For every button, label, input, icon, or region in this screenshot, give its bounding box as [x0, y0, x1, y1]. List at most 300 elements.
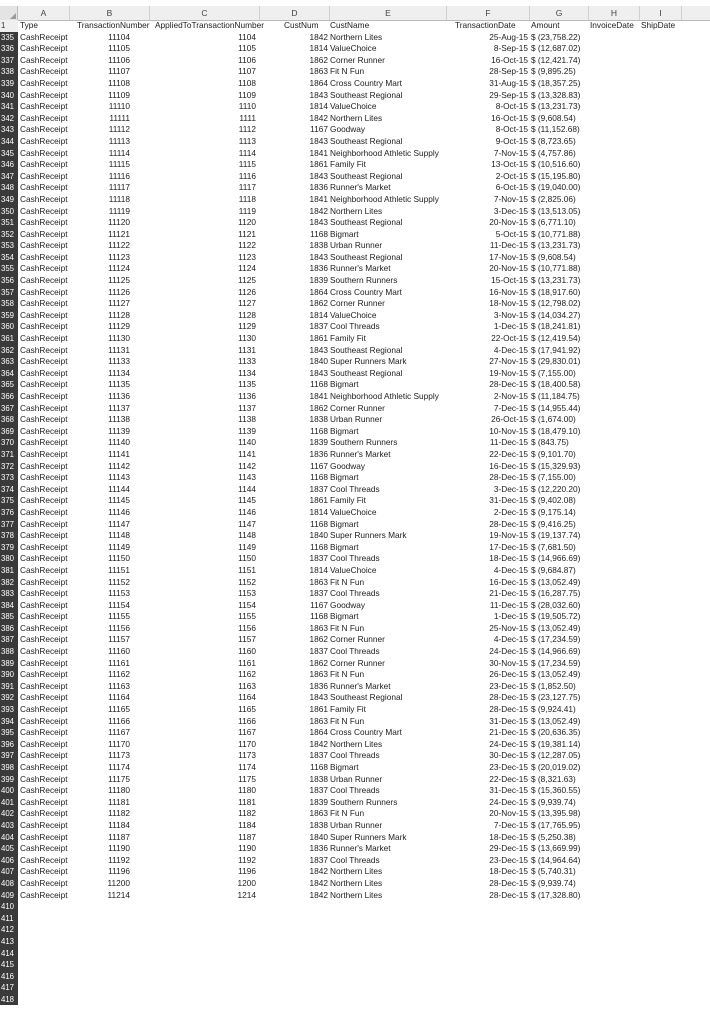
cell-transaction-number[interactable]: 11138 [108, 414, 130, 425]
cell-amount[interactable]: $ (9,939.74) [531, 877, 576, 888]
row-number[interactable]: 360 [0, 321, 18, 333]
cell-custname[interactable]: ValueChoice [330, 43, 377, 54]
cell-transaction-date[interactable]: 31-Dec-15 [489, 495, 528, 506]
row-number[interactable]: 374 [0, 484, 18, 496]
cell-transaction-date[interactable]: 6-Oct-15 [495, 182, 528, 193]
cell-amount[interactable]: $ (9,924.41) [531, 704, 576, 715]
cell-type[interactable]: CashReceipt [20, 159, 68, 170]
cell-custname[interactable]: Bigmart [330, 541, 359, 552]
row-number[interactable]: 368 [0, 414, 18, 426]
cell-transaction-number[interactable]: 11163 [108, 680, 130, 691]
cell-custname[interactable]: Runner's Market [330, 843, 391, 854]
cell-applied-to[interactable]: 1214 [237, 889, 256, 900]
cell-applied-to[interactable]: 1134 [238, 367, 256, 378]
cell-custname[interactable]: Cool Threads [330, 483, 380, 494]
cell-applied-to[interactable]: 1108 [238, 77, 256, 88]
cell-type[interactable]: CashReceipt [20, 495, 68, 506]
cell-transaction-number[interactable]: 11200 [107, 877, 130, 888]
cell-applied-to[interactable]: 1118 [238, 193, 256, 204]
cell-transaction-number[interactable]: 11106 [108, 54, 130, 65]
cell-transaction-number[interactable]: 11130 [108, 333, 130, 344]
row-number[interactable]: 383 [0, 588, 18, 600]
cell-transaction-number[interactable]: 11126 [108, 286, 130, 297]
cell-type[interactable]: CashReceipt [20, 367, 68, 378]
cell-amount[interactable]: $ (9,416.25) [531, 518, 576, 529]
cell-custnum[interactable]: 1842 [309, 112, 328, 123]
cell-applied-to[interactable]: 1139 [238, 425, 256, 436]
cell-custname[interactable]: Neighborhood Athletic Supply [330, 147, 439, 158]
row-number[interactable]: 408 [0, 878, 18, 890]
cell-transaction-date[interactable]: 4-Dec-15 [493, 634, 528, 645]
row-number[interactable]: 412 [0, 924, 18, 936]
cell-custnum[interactable]: 1168 [310, 472, 328, 483]
cell-amount[interactable]: $ (13,328.83) [531, 89, 581, 100]
cell-applied-to[interactable]: 1147 [238, 518, 256, 529]
cell-custname[interactable]: Bigmart [330, 518, 359, 529]
cell-custname[interactable]: Corner Runner [330, 54, 385, 65]
cell-transaction-number[interactable]: 11174 [108, 762, 130, 772]
cell-type[interactable]: CashReceipt [20, 611, 68, 622]
cell-custnum[interactable]: 1837 [309, 646, 328, 657]
cell-transaction-date[interactable]: 1-Dec-15 [493, 321, 528, 332]
cell-applied-to[interactable]: 1150 [238, 553, 256, 564]
cell-custnum[interactable]: 1842 [309, 877, 328, 888]
cell-amount[interactable]: $ (13,231.73) [531, 275, 581, 286]
cell-applied-to[interactable]: 1148 [238, 530, 256, 541]
cell-applied-to[interactable]: 1138 [238, 414, 256, 425]
cell-transaction-number[interactable]: 11140 [108, 437, 130, 448]
cell-applied-to[interactable]: 1182 [238, 808, 256, 819]
cell-transaction-number[interactable]: 11181 [108, 796, 130, 807]
cell-amount[interactable]: $ (9,101.70) [531, 448, 576, 459]
cell-custnum[interactable]: 1861 [309, 704, 328, 715]
cell-transaction-date[interactable]: 15-Oct-15 [491, 275, 528, 286]
cell-applied-to[interactable]: 1125 [238, 275, 256, 286]
cell-transaction-date[interactable]: 28-Sep-15 [489, 66, 528, 77]
cell-type[interactable]: CashReceipt [20, 715, 68, 726]
cell-type[interactable]: CashReceipt [20, 483, 68, 494]
row-number[interactable]: 339 [0, 78, 18, 90]
cell-transaction-date[interactable]: 23-Dec-15 [489, 680, 528, 691]
cell-applied-to[interactable]: 1135 [238, 379, 256, 390]
cell-type[interactable]: CashReceipt [20, 680, 68, 691]
cell-custname[interactable]: Fit N Fun [330, 66, 365, 77]
cell-applied-to[interactable]: 1112 [238, 124, 256, 135]
cell-transaction-number[interactable]: 11112 [108, 124, 130, 135]
cell-amount[interactable]: $ (19,040.00) [531, 182, 581, 193]
cell-transaction-date[interactable]: 28-Dec-15 [489, 472, 528, 483]
cell-applied-to[interactable]: 1144 [238, 483, 256, 494]
cell-type[interactable]: CashReceipt [20, 692, 68, 703]
cell-type[interactable]: CashReceipt [20, 286, 68, 297]
cell-type[interactable]: CashReceipt [20, 889, 68, 900]
cell-custnum[interactable]: 1862 [309, 657, 328, 668]
cell-type[interactable]: CashReceipt [20, 866, 68, 877]
cell-transaction-date[interactable]: 2-Oct-15 [495, 170, 528, 181]
row-number[interactable]: 354 [0, 252, 18, 264]
cell-applied-to[interactable]: 1130 [238, 333, 256, 344]
cell-custname[interactable]: Southeast Regional [330, 344, 403, 355]
cell-custnum[interactable]: 1168 [310, 518, 328, 529]
cell-applied-to[interactable]: 1161 [238, 657, 256, 668]
cell-amount[interactable]: $ (17,328.80) [531, 889, 581, 900]
cell-type[interactable]: CashReceipt [20, 634, 68, 645]
row-number[interactable]: 349 [0, 194, 18, 206]
cell-transaction-number[interactable]: 11190 [108, 843, 130, 854]
cell-transaction-number[interactable]: 11151 [108, 564, 130, 575]
cell-transaction-number[interactable]: 11170 [108, 738, 130, 749]
cell-amount[interactable]: $ (9,684.87) [531, 564, 576, 575]
cell-custnum[interactable]: 1864 [309, 286, 328, 297]
cell-type[interactable]: CashReceipt [20, 298, 68, 309]
cell-transaction-number[interactable]: 11109 [108, 89, 130, 100]
cell-custnum[interactable]: 1843 [309, 170, 328, 181]
cell-custname[interactable]: Bigmart [330, 611, 359, 622]
cell-transaction-number[interactable]: 11128 [108, 309, 130, 320]
header-invoice-date[interactable]: InvoiceDate [590, 20, 634, 30]
header-transaction-number[interactable]: TransactionNumber [77, 20, 150, 30]
cell-custnum[interactable]: 1861 [309, 495, 328, 506]
cell-type[interactable]: CashReceipt [20, 333, 68, 344]
cell-transaction-number[interactable]: 11153 [108, 588, 130, 599]
cell-transaction-date[interactable]: 1-Dec-15 [493, 611, 528, 622]
cell-applied-to[interactable]: 1113 [238, 135, 256, 146]
cell-type[interactable]: CashReceipt [20, 854, 68, 865]
cell-applied-to[interactable]: 1200 [237, 877, 256, 888]
cell-type[interactable]: CashReceipt [20, 391, 68, 401]
cell-custnum[interactable]: 1842 [309, 738, 328, 749]
cell-transaction-number[interactable]: 11165 [108, 704, 130, 715]
cell-amount[interactable]: $ (29,830.01) [531, 356, 581, 367]
cell-applied-to[interactable]: 1166 [238, 715, 256, 726]
cell-transaction-date[interactable]: 31-Dec-15 [489, 715, 528, 726]
cell-transaction-number[interactable]: 11187 [108, 831, 130, 842]
cell-custnum[interactable]: 1838 [309, 414, 328, 425]
cell-transaction-number[interactable]: 11108 [108, 77, 130, 88]
cell-type[interactable]: CashReceipt [20, 275, 68, 286]
cell-amount[interactable]: $ (4,757.86) [531, 147, 576, 158]
cell-transaction-date[interactable]: 26-Oct-15 [491, 414, 528, 425]
cell-transaction-number[interactable]: 11214 [107, 889, 130, 900]
cell-transaction-date[interactable]: 28-Dec-15 [489, 877, 528, 888]
cell-transaction-date[interactable]: 2-Dec-15 [493, 506, 528, 517]
cell-amount[interactable]: $ (17,234.59) [531, 634, 581, 645]
cell-custname[interactable]: Fit N Fun [330, 622, 365, 633]
cell-custnum[interactable]: 1843 [309, 217, 328, 228]
cell-custname[interactable]: Runner's Market [330, 182, 391, 193]
cell-custname[interactable]: Cool Threads [330, 321, 380, 332]
cell-applied-to[interactable]: 1123 [238, 251, 256, 262]
cell-type[interactable]: CashReceipt [20, 66, 68, 77]
column-header-e[interactable]: E [330, 6, 447, 20]
cell-custname[interactable]: Southern Runners [330, 437, 398, 448]
cell-transaction-number[interactable]: 11116 [108, 170, 130, 181]
cell-applied-to[interactable]: 1174 [238, 762, 256, 772]
cell-transaction-date[interactable]: 30-Dec-15 [489, 750, 528, 761]
cell-applied-to[interactable]: 1167 [238, 727, 256, 738]
cell-transaction-date[interactable]: 21-Dec-15 [489, 727, 528, 738]
cell-transaction-date[interactable]: 3-Dec-15 [493, 483, 528, 494]
cell-transaction-number[interactable]: 11162 [108, 669, 130, 680]
cell-applied-to[interactable]: 1140 [238, 437, 256, 448]
cell-custnum[interactable]: 1841 [309, 391, 328, 401]
cell-transaction-date[interactable]: 3-Nov-15 [493, 309, 528, 320]
cell-custname[interactable]: Corner Runner [330, 298, 385, 309]
cell-type[interactable]: CashReceipt [20, 657, 68, 668]
cell-type[interactable]: CashReceipt [20, 240, 68, 251]
cell-custnum[interactable]: 1168 [310, 379, 328, 390]
cell-amount[interactable]: $ (13,052.49) [531, 715, 581, 726]
row-number[interactable]: 356 [0, 275, 18, 287]
cell-transaction-number[interactable]: 11173 [108, 750, 130, 761]
row-number[interactable]: 407 [0, 866, 18, 878]
row-number[interactable]: 378 [0, 530, 18, 542]
cell-amount[interactable]: $ (15,329.93) [531, 460, 581, 471]
cell-custname[interactable]: Fit N Fun [330, 808, 365, 819]
cell-transaction-date[interactable]: 28-Dec-15 [489, 704, 528, 715]
cell-amount[interactable]: $ (6,771.10) [531, 217, 576, 228]
cell-transaction-date[interactable]: 19-Nov-15 [489, 367, 528, 378]
cell-transaction-number[interactable]: 11124 [108, 263, 130, 274]
cell-applied-to[interactable]: 1165 [238, 704, 256, 715]
cell-custname[interactable]: Runner's Market [330, 680, 391, 691]
cell-custname[interactable]: Neighborhood Athletic Supply [330, 193, 439, 204]
cell-amount[interactable]: $ (13,231.73) [531, 101, 581, 112]
cell-type[interactable]: CashReceipt [20, 808, 68, 819]
cell-transaction-number[interactable]: 11166 [108, 715, 130, 726]
cell-type[interactable]: CashReceipt [20, 553, 68, 564]
cell-applied-to[interactable]: 1122 [238, 240, 256, 251]
cell-transaction-number[interactable]: 11148 [108, 530, 130, 541]
cell-transaction-number[interactable]: 11144 [108, 483, 130, 494]
cell-amount[interactable]: $ (12,421.74) [531, 54, 581, 65]
cell-transaction-number[interactable]: 11125 [108, 275, 130, 286]
cell-transaction-date[interactable]: 16-Dec-15 [489, 460, 528, 471]
cell-type[interactable]: CashReceipt [20, 43, 68, 54]
cell-transaction-date[interactable]: 18-Dec-15 [489, 866, 528, 877]
cell-custnum[interactable]: 1167 [310, 460, 328, 471]
cell-type[interactable]: CashReceipt [20, 472, 68, 483]
cell-transaction-number[interactable]: 11152 [108, 576, 130, 587]
row-number[interactable]: 393 [0, 704, 18, 716]
cell-transaction-date[interactable]: 28-Dec-15 [489, 379, 528, 390]
cell-custname[interactable]: Cool Threads [330, 553, 380, 564]
cell-type[interactable]: CashReceipt [20, 54, 68, 65]
header-type[interactable]: Type [20, 20, 38, 30]
cell-type[interactable]: CashReceipt [20, 796, 68, 807]
cell-custnum[interactable]: 1843 [309, 251, 328, 262]
row-number[interactable]: 369 [0, 426, 18, 438]
cell-transaction-date[interactable]: 2-Nov-15 [493, 391, 528, 401]
cell-applied-to[interactable]: 1127 [238, 298, 256, 309]
cell-custnum[interactable]: 1838 [309, 240, 328, 251]
cell-transaction-date[interactable]: 3-Dec-15 [493, 205, 528, 216]
cell-amount[interactable]: $ (18,479.10) [531, 425, 581, 436]
cell-custname[interactable]: Bigmart [330, 762, 359, 772]
cell-amount[interactable]: $ (9,608.54) [531, 251, 576, 262]
cell-custname[interactable]: Southeast Regional [330, 367, 403, 378]
cell-type[interactable]: CashReceipt [20, 448, 68, 459]
cell-amount[interactable]: $ (9,402.08) [531, 495, 576, 506]
header-custnum[interactable]: CustNum [284, 20, 319, 30]
cell-transaction-number[interactable]: 11141 [108, 448, 130, 459]
cell-custnum[interactable]: 1168 [310, 228, 328, 239]
cell-amount[interactable]: $ (20,019.02) [531, 762, 581, 772]
cell-type[interactable]: CashReceipt [20, 205, 68, 216]
cell-type[interactable]: CashReceipt [20, 530, 68, 541]
cell-type[interactable]: CashReceipt [20, 518, 68, 529]
cell-transaction-date[interactable]: 16-Oct-15 [491, 112, 528, 123]
cell-transaction-date[interactable]: 5-Oct-15 [495, 228, 528, 239]
row-number[interactable]: 357 [0, 287, 18, 299]
cell-transaction-date[interactable]: 28-Dec-15 [489, 692, 528, 703]
cell-type[interactable]: CashReceipt [20, 425, 68, 436]
row-number[interactable]: 367 [0, 403, 18, 415]
cell-custname[interactable]: Southeast Regional [330, 692, 403, 703]
row-number[interactable]: 399 [0, 774, 18, 786]
cell-applied-to[interactable]: 1114 [238, 147, 256, 158]
row-number[interactable]: 401 [0, 797, 18, 809]
row-number[interactable]: 414 [0, 948, 18, 960]
cell-transaction-date[interactable]: 26-Dec-15 [489, 669, 528, 680]
cell-transaction-number[interactable]: 11142 [108, 460, 130, 471]
cell-transaction-number[interactable]: 11192 [108, 854, 130, 865]
cell-custnum[interactable]: 1861 [309, 333, 328, 344]
cell-amount[interactable]: $ (12,287.05) [531, 750, 581, 761]
column-header-g[interactable]: G [530, 6, 589, 20]
cell-amount[interactable]: $ (2,825.06) [531, 193, 576, 204]
cell-applied-to[interactable]: 1141 [238, 448, 256, 459]
column-header-h[interactable]: H [589, 6, 640, 20]
cell-custname[interactable]: Southeast Regional [330, 217, 403, 228]
cell-amount[interactable]: $ (17,234.59) [531, 657, 581, 668]
row-number[interactable]: 348 [0, 182, 18, 194]
cell-custname[interactable]: Goodway [330, 460, 366, 471]
cell-custnum[interactable]: 1168 [310, 541, 328, 552]
cell-applied-to[interactable]: 1110 [238, 101, 256, 112]
cell-amount[interactable]: $ (12,687.02) [531, 43, 581, 54]
cell-transaction-date[interactable]: 28-Dec-15 [489, 889, 528, 900]
cell-transaction-number[interactable]: 11154 [108, 599, 130, 610]
cell-transaction-date[interactable]: 11-Dec-15 [489, 240, 528, 251]
cell-amount[interactable]: $ (17,765.95) [531, 819, 581, 830]
cell-applied-to[interactable]: 1157 [238, 634, 256, 645]
row-number[interactable]: 384 [0, 600, 18, 612]
cell-type[interactable]: CashReceipt [20, 31, 68, 42]
cell-custnum[interactable]: 1839 [309, 796, 328, 807]
cell-custnum[interactable]: 1814 [309, 564, 328, 575]
cell-applied-to[interactable]: 1133 [238, 356, 256, 367]
cell-amount[interactable]: $ (5,250.38) [531, 831, 576, 842]
cell-custnum[interactable]: 1863 [309, 715, 328, 726]
cell-custnum[interactable]: 1862 [309, 402, 328, 413]
cell-type[interactable]: CashReceipt [20, 877, 68, 888]
cell-custnum[interactable]: 1842 [309, 866, 328, 877]
cell-transaction-date[interactable]: 30-Nov-15 [489, 657, 528, 668]
row-number[interactable]: 395 [0, 727, 18, 739]
cell-applied-to[interactable]: 1129 [238, 321, 256, 332]
cell-transaction-date[interactable]: 21-Dec-15 [489, 588, 528, 599]
cell-transaction-number[interactable]: 11117 [108, 182, 130, 193]
cell-custname[interactable]: Super Runners Mark [330, 530, 407, 541]
cell-transaction-number[interactable]: 11150 [108, 553, 130, 564]
cell-type[interactable]: CashReceipt [20, 622, 68, 633]
cell-applied-to[interactable]: 1151 [238, 564, 256, 575]
row-number[interactable]: 397 [0, 750, 18, 762]
cell-applied-to[interactable]: 1154 [238, 599, 256, 610]
cell-applied-to[interactable]: 1126 [238, 286, 256, 297]
cell-custnum[interactable]: 1814 [309, 506, 328, 517]
cell-type[interactable]: CashReceipt [20, 646, 68, 657]
row-number[interactable]: 405 [0, 843, 18, 855]
cell-custname[interactable]: Southern Runners [330, 275, 398, 286]
row-number[interactable]: 389 [0, 658, 18, 670]
cell-amount[interactable]: $ (16,287.75) [531, 588, 581, 599]
cell-custname[interactable]: Cool Threads [330, 785, 380, 796]
cell-transaction-number[interactable]: 11127 [108, 298, 130, 309]
cell-custnum[interactable]: 1837 [309, 483, 328, 494]
cell-custnum[interactable]: 1864 [309, 727, 328, 738]
cell-applied-to[interactable]: 1149 [238, 541, 256, 552]
cell-transaction-date[interactable]: 7-Dec-15 [493, 402, 528, 413]
cell-custname[interactable]: Urban Runner [330, 240, 383, 251]
row-number[interactable]: 376 [0, 507, 18, 519]
cell-custnum[interactable]: 1843 [309, 135, 328, 146]
cell-transaction-number[interactable]: 11155 [108, 611, 130, 622]
cell-custname[interactable]: Fit N Fun [330, 576, 365, 587]
row-number[interactable]: 370 [0, 437, 18, 449]
column-header-b[interactable]: B [70, 6, 150, 20]
cell-applied-to[interactable]: 1196 [238, 866, 256, 877]
cell-custname[interactable]: Runner's Market [330, 263, 391, 274]
cell-transaction-number[interactable]: 11110 [108, 101, 130, 112]
cell-applied-to[interactable]: 1181 [238, 796, 256, 807]
cell-applied-to[interactable]: 1119 [238, 205, 256, 216]
cell-applied-to[interactable]: 1111 [239, 112, 256, 123]
cell-custnum[interactable]: 1862 [309, 634, 328, 645]
cell-transaction-number[interactable]: 11123 [108, 251, 130, 262]
cell-custname[interactable]: Bigmart [330, 425, 359, 436]
cell-custname[interactable]: Super Runners Mark [330, 356, 407, 367]
cell-transaction-date[interactable]: 20-Nov-15 [489, 263, 528, 274]
row-number[interactable]: 364 [0, 368, 18, 380]
cell-custnum[interactable]: 1840 [309, 356, 328, 367]
column-header-d[interactable]: D [260, 6, 330, 20]
cell-custnum[interactable]: 1838 [309, 819, 328, 830]
cell-type[interactable]: CashReceipt [20, 135, 68, 146]
cell-custnum[interactable]: 1864 [309, 77, 328, 88]
cell-type[interactable]: CashReceipt [20, 147, 68, 158]
column-header-f[interactable]: F [447, 6, 530, 20]
cell-amount[interactable]: $ (18,400.58) [531, 379, 581, 390]
cell-transaction-number[interactable]: 11149 [108, 541, 130, 552]
cell-type[interactable]: CashReceipt [20, 541, 68, 552]
cell-applied-to[interactable]: 1143 [238, 472, 256, 483]
cell-custnum[interactable]: 1862 [309, 298, 328, 309]
row-number[interactable]: 409 [0, 890, 18, 902]
cell-amount[interactable]: $ (18,357.25) [531, 77, 581, 88]
cell-transaction-number[interactable]: 11137 [108, 402, 130, 413]
cell-custnum[interactable]: 1841 [309, 147, 328, 158]
cell-amount[interactable]: $ (8,321.63) [531, 773, 576, 784]
cell-amount[interactable]: $ (7,155.00) [531, 472, 576, 483]
cell-custnum[interactable]: 1861 [309, 159, 328, 170]
cell-custname[interactable]: Northern Lites [330, 889, 383, 900]
cell-transaction-date[interactable]: 20-Nov-15 [489, 808, 528, 819]
cell-transaction-number[interactable]: 11114 [108, 147, 130, 158]
row-number[interactable]: 362 [0, 345, 18, 357]
cell-amount[interactable]: $ (13,669.99) [531, 843, 581, 854]
